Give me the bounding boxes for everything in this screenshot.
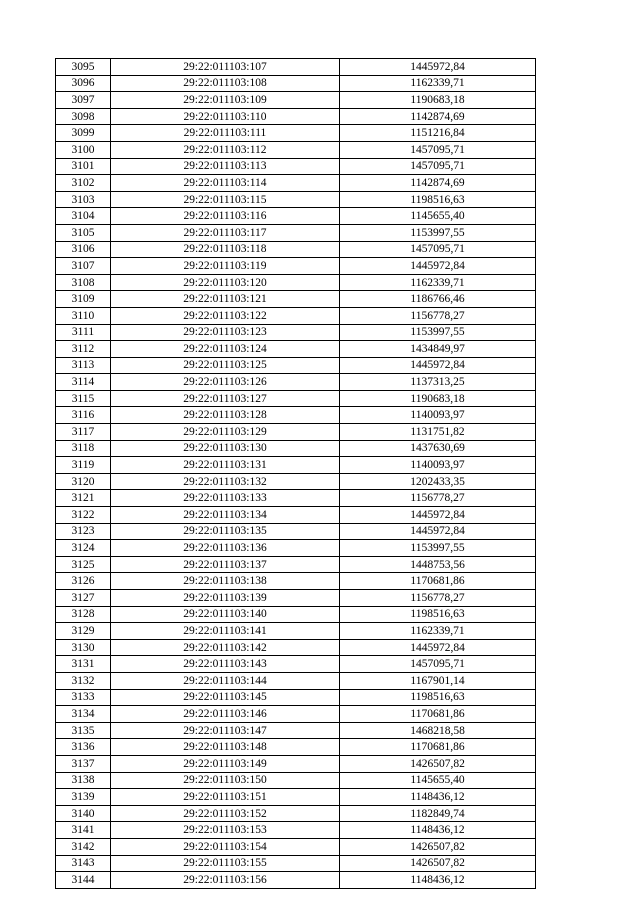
cadastral-number-cell: 29:22:011103:109 [111,92,340,109]
row-number-cell: 3099 [56,125,111,142]
value-cell: 1182849,74 [340,805,536,822]
row-number-cell: 3132 [56,672,111,689]
table-row [56,357,536,374]
value-cell: 1448753,56 [340,556,536,573]
row-number-cell: 3143 [56,855,111,872]
cadastral-number-cell: 29:22:011103:156 [111,872,340,889]
row-number-cell: 3135 [56,722,111,739]
value-cell: 1156778,27 [340,590,536,607]
cadastral-number-cell: 29:22:011103:108 [111,75,340,92]
cadastral-number-cell: 29:22:011103:129 [111,424,340,441]
table-row [56,307,536,324]
row-number-cell: 3100 [56,141,111,158]
value-cell: 1167901,14 [340,672,536,689]
table-row [56,805,536,822]
cadastral-number-cell: 29:22:011103:143 [111,656,340,673]
value-cell: 1202433,35 [340,473,536,490]
table-row [56,241,536,258]
table-row [56,672,536,689]
value-cell: 1145655,40 [340,208,536,225]
table-row [56,324,536,341]
cadastral-number-cell: 29:22:011103:149 [111,755,340,772]
cadastral-number-cell: 29:22:011103:137 [111,556,340,573]
table-row [56,706,536,723]
cadastral-number-cell: 29:22:011103:141 [111,623,340,640]
cadastral-number-cell: 29:22:011103:126 [111,374,340,391]
value-cell: 1162339,71 [340,75,536,92]
table-row [56,523,536,540]
value-cell: 1142874,69 [340,175,536,192]
table-row [56,590,536,607]
value-cell: 1148436,12 [340,822,536,839]
table-row [56,92,536,109]
table-row [56,789,536,806]
cadastral-number-cell: 29:22:011103:145 [111,689,340,706]
table-row [56,390,536,407]
row-number-cell: 3134 [56,706,111,723]
cadastral-number-cell: 29:22:011103:131 [111,457,340,474]
table-row [56,125,536,142]
row-number-cell: 3118 [56,440,111,457]
table-body [56,59,536,889]
row-number-cell: 3116 [56,407,111,424]
table-row [56,739,536,756]
cadastral-number-cell: 29:22:011103:123 [111,324,340,341]
value-cell: 1162339,71 [340,274,536,291]
cadastral-number-cell: 29:22:011103:125 [111,357,340,374]
row-number-cell: 3127 [56,590,111,607]
cadastral-number-cell: 29:22:011103:113 [111,158,340,175]
row-number-cell: 3142 [56,838,111,855]
table-row [56,258,536,275]
table-row [56,341,536,358]
data-table-container [55,58,536,889]
table-row [56,656,536,673]
cadastral-value-table [55,58,536,889]
cadastral-number-cell: 29:22:011103:138 [111,573,340,590]
value-cell: 1142874,69 [340,108,536,125]
cadastral-number-cell: 29:22:011103:120 [111,274,340,291]
value-cell: 1445972,84 [340,507,536,524]
value-cell: 1170681,86 [340,706,536,723]
cadastral-number-cell: 29:22:011103:112 [111,141,340,158]
row-number-cell: 3138 [56,772,111,789]
table-row [56,141,536,158]
value-cell: 1190683,18 [340,92,536,109]
table-row [56,623,536,640]
value-cell: 1457095,71 [340,241,536,258]
value-cell: 1434849,97 [340,341,536,358]
cadastral-number-cell: 29:22:011103:154 [111,838,340,855]
table-row [56,175,536,192]
value-cell: 1445972,84 [340,258,536,275]
cadastral-number-cell: 29:22:011103:150 [111,772,340,789]
value-cell: 1145655,40 [340,772,536,789]
value-cell: 1148436,12 [340,789,536,806]
table-row [56,573,536,590]
value-cell: 1131751,82 [340,424,536,441]
table-row [56,540,536,557]
cadastral-number-cell: 29:22:011103:130 [111,440,340,457]
cadastral-number-cell: 29:22:011103:148 [111,739,340,756]
value-cell: 1186766,46 [340,291,536,308]
row-number-cell: 3098 [56,108,111,125]
table-row [56,722,536,739]
row-number-cell: 3125 [56,556,111,573]
table-row [56,822,536,839]
row-number-cell: 3103 [56,191,111,208]
value-cell: 1151216,84 [340,125,536,142]
row-number-cell: 3108 [56,274,111,291]
cadastral-number-cell: 29:22:011103:119 [111,258,340,275]
table-row [56,507,536,524]
row-number-cell: 3130 [56,639,111,656]
cadastral-number-cell: 29:22:011103:107 [111,59,340,76]
row-number-cell: 3109 [56,291,111,308]
value-cell: 1457095,71 [340,141,536,158]
table-row [56,639,536,656]
row-number-cell: 3104 [56,208,111,225]
cadastral-number-cell: 29:22:011103:118 [111,241,340,258]
cadastral-number-cell: 29:22:011103:117 [111,224,340,241]
value-cell: 1153997,55 [340,324,536,341]
row-number-cell: 3097 [56,92,111,109]
row-number-cell: 3112 [56,341,111,358]
value-cell: 1156778,27 [340,490,536,507]
row-number-cell: 3140 [56,805,111,822]
row-number-cell: 3141 [56,822,111,839]
row-number-cell: 3120 [56,473,111,490]
table-row [56,855,536,872]
value-cell: 1426507,82 [340,855,536,872]
cadastral-number-cell: 29:22:011103:147 [111,722,340,739]
row-number-cell: 3114 [56,374,111,391]
table-row [56,838,536,855]
cadastral-number-cell: 29:22:011103:127 [111,390,340,407]
value-cell: 1153997,55 [340,224,536,241]
cadastral-number-cell: 29:22:011103:151 [111,789,340,806]
table-row [56,208,536,225]
table-row [56,490,536,507]
row-number-cell: 3129 [56,623,111,640]
row-number-cell: 3117 [56,424,111,441]
row-number-cell: 3128 [56,606,111,623]
cadastral-number-cell: 29:22:011103:142 [111,639,340,656]
value-cell: 1198516,63 [340,689,536,706]
row-number-cell: 3106 [56,241,111,258]
value-cell: 1148436,12 [340,872,536,889]
value-cell: 1140093,97 [340,407,536,424]
cadastral-number-cell: 29:22:011103:114 [111,175,340,192]
cadastral-number-cell: 29:22:011103:133 [111,490,340,507]
value-cell: 1457095,71 [340,158,536,175]
cadastral-number-cell: 29:22:011103:124 [111,341,340,358]
cadastral-number-cell: 29:22:011103:136 [111,540,340,557]
value-cell: 1437630,69 [340,440,536,457]
value-cell: 1190683,18 [340,390,536,407]
row-number-cell: 3110 [56,307,111,324]
value-cell: 1153997,55 [340,540,536,557]
cadastral-number-cell: 29:22:011103:139 [111,590,340,607]
row-number-cell: 3131 [56,656,111,673]
row-number-cell: 3095 [56,59,111,76]
table-row [56,191,536,208]
cadastral-number-cell: 29:22:011103:132 [111,473,340,490]
row-number-cell: 3105 [56,224,111,241]
row-number-cell: 3136 [56,739,111,756]
value-cell: 1198516,63 [340,606,536,623]
row-number-cell: 3107 [56,258,111,275]
cadastral-number-cell: 29:22:011103:116 [111,208,340,225]
value-cell: 1445972,84 [340,357,536,374]
row-number-cell: 3123 [56,523,111,540]
row-number-cell: 3115 [56,390,111,407]
table-row [56,689,536,706]
row-number-cell: 3121 [56,490,111,507]
table-row [56,158,536,175]
cadastral-number-cell: 29:22:011103:153 [111,822,340,839]
table-row [56,440,536,457]
table-row [56,75,536,92]
cadastral-number-cell: 29:22:011103:128 [111,407,340,424]
row-number-cell: 3119 [56,457,111,474]
row-number-cell: 3144 [56,872,111,889]
value-cell: 1156778,27 [340,307,536,324]
row-number-cell: 3111 [56,324,111,341]
row-number-cell: 3122 [56,507,111,524]
cadastral-number-cell: 29:22:011103:135 [111,523,340,540]
cadastral-number-cell: 29:22:011103:146 [111,706,340,723]
cadastral-number-cell: 29:22:011103:121 [111,291,340,308]
value-cell: 1137313,25 [340,374,536,391]
value-cell: 1445972,84 [340,639,536,656]
row-number-cell: 3137 [56,755,111,772]
table-row [56,755,536,772]
cadastral-number-cell: 29:22:011103:144 [111,672,340,689]
table-row [56,291,536,308]
table-row [56,556,536,573]
value-cell: 1426507,82 [340,838,536,855]
row-number-cell: 3126 [56,573,111,590]
row-number-cell: 3101 [56,158,111,175]
row-number-cell: 3102 [56,175,111,192]
table-row [56,374,536,391]
value-cell: 1445972,84 [340,59,536,76]
table-row [56,59,536,76]
value-cell: 1468218,58 [340,722,536,739]
cadastral-number-cell: 29:22:011103:115 [111,191,340,208]
value-cell: 1198516,63 [340,191,536,208]
table-row [56,872,536,889]
value-cell: 1162339,71 [340,623,536,640]
table-row [56,407,536,424]
table-row [56,606,536,623]
row-number-cell: 3139 [56,789,111,806]
table-row [56,224,536,241]
cadastral-number-cell: 29:22:011103:110 [111,108,340,125]
row-number-cell: 3133 [56,689,111,706]
value-cell: 1140093,97 [340,457,536,474]
value-cell: 1170681,86 [340,573,536,590]
cadastral-number-cell: 29:22:011103:155 [111,855,340,872]
table-row [56,274,536,291]
value-cell: 1170681,86 [340,739,536,756]
cadastral-number-cell: 29:22:011103:152 [111,805,340,822]
cadastral-number-cell: 29:22:011103:122 [111,307,340,324]
table-row [56,457,536,474]
cadastral-number-cell: 29:22:011103:140 [111,606,340,623]
value-cell: 1457095,71 [340,656,536,673]
row-number-cell: 3124 [56,540,111,557]
cadastral-number-cell: 29:22:011103:134 [111,507,340,524]
value-cell: 1445972,84 [340,523,536,540]
table-row [56,108,536,125]
value-cell: 1426507,82 [340,755,536,772]
table-row [56,772,536,789]
row-number-cell: 3113 [56,357,111,374]
cadastral-number-cell: 29:22:011103:111 [111,125,340,142]
table-row [56,424,536,441]
row-number-cell: 3096 [56,75,111,92]
table-row [56,473,536,490]
